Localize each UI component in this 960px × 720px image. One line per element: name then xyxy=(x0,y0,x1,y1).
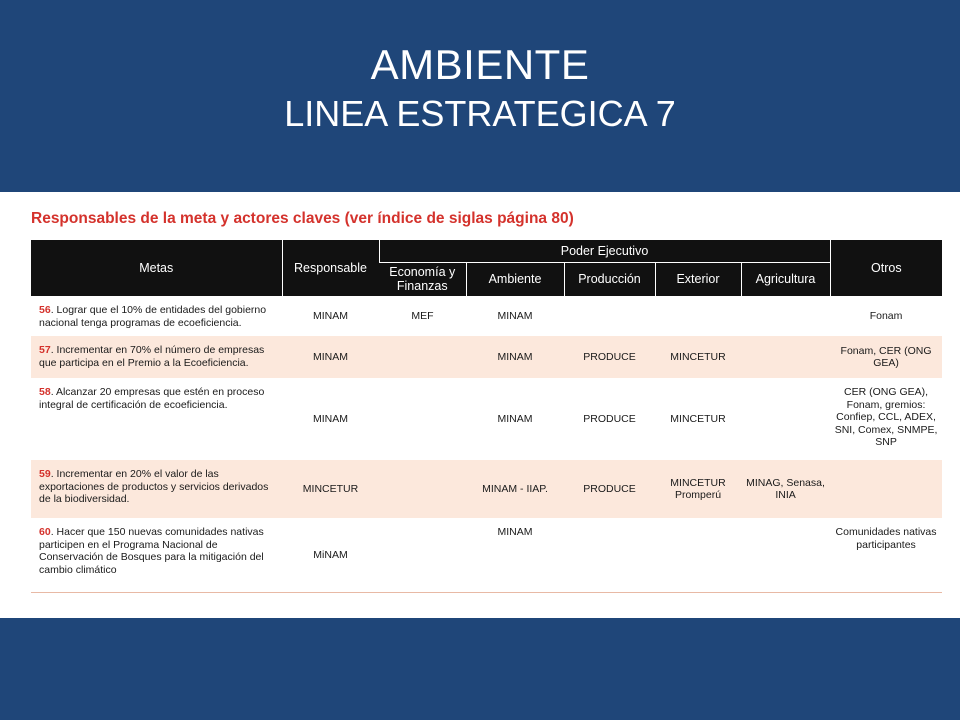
otros-cell: Fonam xyxy=(830,296,942,336)
agricultura-cell xyxy=(741,518,830,592)
produccion-cell: PRODUCE xyxy=(564,460,655,518)
responsable-cell: MiNAM xyxy=(282,518,379,592)
exterior-cell: MINCETUR Promperú xyxy=(655,460,741,518)
goal-number: 60 xyxy=(39,526,51,538)
slide-title: AMBIENTE xyxy=(370,41,590,88)
produccion-cell xyxy=(564,296,655,336)
header-ambiente: Ambiente xyxy=(466,262,564,296)
responsable-cell: MINCETUR xyxy=(282,460,379,518)
responsable-cell: MINAM xyxy=(282,378,379,460)
header-metas: Metas xyxy=(31,240,282,296)
table-row xyxy=(31,296,942,336)
responsable-cell: MINAM xyxy=(282,296,379,336)
table-row xyxy=(31,378,942,460)
goal-text: . Alcanzar 20 empresas que estén en proceso integral de certificación de ecoeficiencia. xyxy=(39,386,265,411)
ambiente-cell: MINAM - IIAP. xyxy=(466,460,564,518)
otros-cell: Fonam, CER (ONG GEA) xyxy=(830,336,942,378)
economia-cell xyxy=(379,518,466,592)
goal-cell xyxy=(31,336,282,378)
agricultura-cell: MINAG, Senasa, INIA xyxy=(741,460,830,518)
responsables-table xyxy=(31,240,942,593)
slide-title-block xyxy=(0,40,960,136)
responsable-cell: MINAM xyxy=(282,336,379,378)
otros-cell: Comunidades nativas participantes xyxy=(830,518,942,592)
goal-text: . Incrementar en 70% el número de empresas que participa en el Premio a la Ecoeficiencia. xyxy=(39,344,265,369)
otros-cell xyxy=(830,460,942,518)
agricultura-cell xyxy=(741,336,830,378)
header-poder-ejecutivo: Poder Ejecutivo xyxy=(379,240,830,262)
exterior-cell: MINCETUR xyxy=(655,378,741,460)
ambiente-cell: MINAM xyxy=(466,378,564,460)
table-caption: Responsables de la meta y actores claves (ver índice de siglas página 80) xyxy=(31,210,574,227)
goal-cell xyxy=(31,518,282,592)
economia-cell: MEF xyxy=(379,296,466,336)
header-agricultura: Agricultura xyxy=(741,262,830,296)
goal-number: 59 xyxy=(39,468,51,480)
header-row-top xyxy=(31,240,942,262)
economia-cell xyxy=(379,336,466,378)
slide-subtitle: LINEA ESTRATEGICA 7 xyxy=(284,93,676,134)
agricultura-cell xyxy=(741,296,830,336)
produccion-cell: PRODUCE xyxy=(564,378,655,460)
goal-text: . Lograr que el 10% de entidades del gobierno nacional tenga programas de ecoeficiencia. xyxy=(39,304,267,329)
exterior-cell: MINCETUR xyxy=(655,336,741,378)
exterior-cell xyxy=(655,296,741,336)
economia-cell xyxy=(379,460,466,518)
table-row xyxy=(31,518,942,592)
goal-text: . Incrementar en 20% el valor de las exportaciones de productos y servicios derivados de la biodiversidad. xyxy=(39,468,269,505)
goal-number: 56 xyxy=(39,304,51,316)
table-row xyxy=(31,336,942,378)
goal-cell xyxy=(31,378,282,460)
economia-cell xyxy=(379,378,466,460)
header-economia: Economía y Finanzas xyxy=(379,262,466,296)
goal-cell xyxy=(31,460,282,518)
table-row xyxy=(31,460,942,518)
ambiente-cell: MINAM xyxy=(466,518,564,592)
agricultura-cell xyxy=(741,378,830,460)
otros-cell: CER (ONG GEA), Fonam, gremios: Confiep, CCL, ADEX, SNI, Comex, SNMPE, SNP xyxy=(830,378,942,460)
header-produccion: Producción xyxy=(564,262,655,296)
exterior-cell xyxy=(655,518,741,592)
header-exterior: Exterior xyxy=(655,262,741,296)
header-responsable: Responsable xyxy=(282,240,379,296)
table-image-panel xyxy=(0,192,960,618)
goal-cell xyxy=(31,296,282,336)
goal-number: 57 xyxy=(39,344,51,356)
ambiente-cell: MINAM xyxy=(466,296,564,336)
goal-text: . Hacer que 150 nuevas comunidades nativas participen en el Programa Nacional de Conservación de Bosques para la mitigación del cambio climático xyxy=(39,526,264,576)
goal-number: 58 xyxy=(39,386,51,398)
header-otros: Otros xyxy=(830,240,942,296)
produccion-cell: PRODUCE xyxy=(564,336,655,378)
ambiente-cell: MINAM xyxy=(466,336,564,378)
produccion-cell xyxy=(564,518,655,592)
